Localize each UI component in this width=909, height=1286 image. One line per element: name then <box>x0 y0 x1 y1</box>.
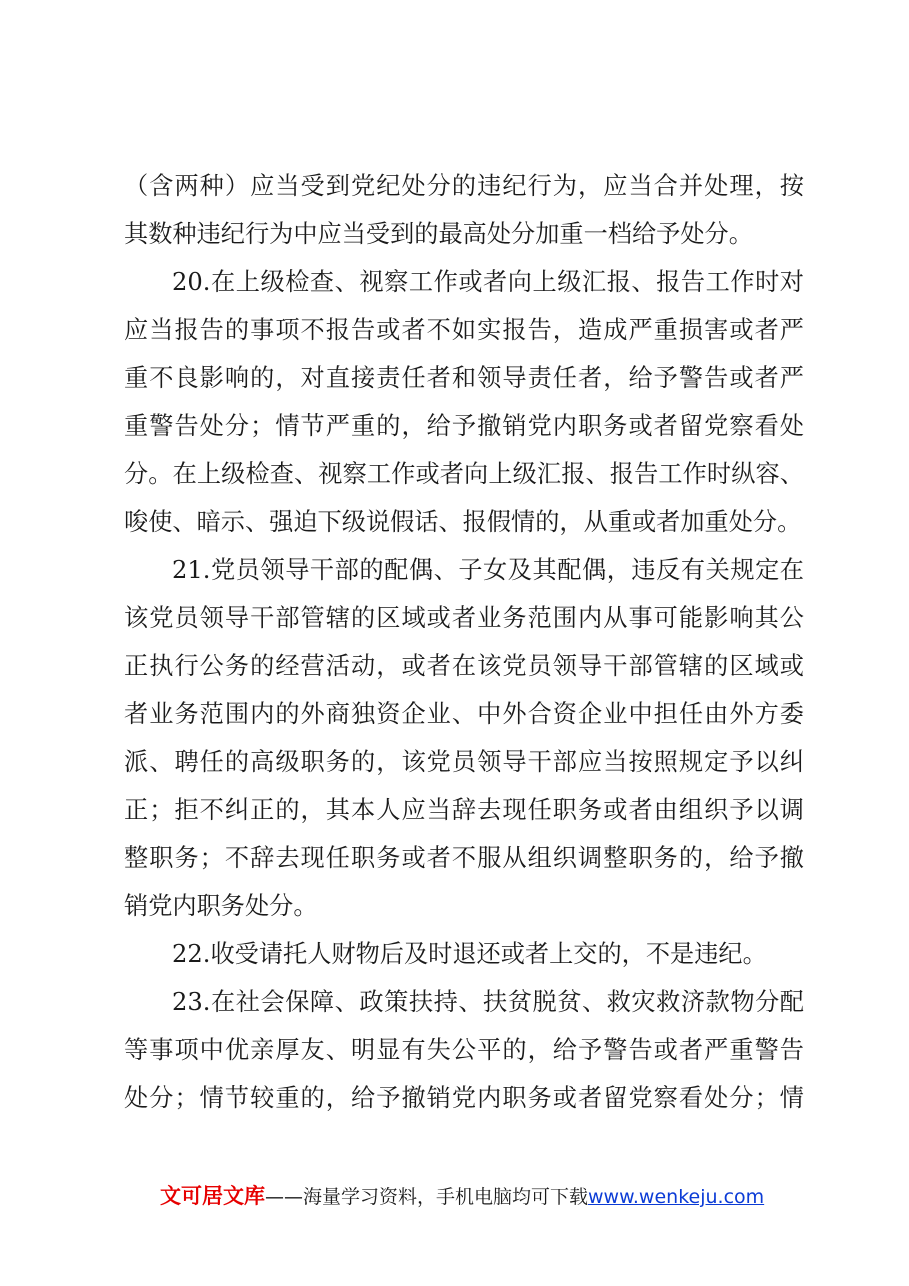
footer-url-link[interactable]: www.wenkeju.com <box>588 1186 765 1208</box>
paragraph-23-line-2: 等事项中优亲厚友、明显有失公平的，给予警告或者严重警告 <box>124 1036 804 1064</box>
paragraph-21-line-2: 该党员领导干部管辖的区域或者业务范围内从事可能影响其公 <box>124 604 804 632</box>
paragraph-21-line-8: 销党内职务处分。 <box>124 892 318 920</box>
paragraph-20-line-1: 20.在上级检查、视察工作或者向上级汇报、报告工作时对 <box>172 268 804 296</box>
text-line-1: （含两种）应当受到党纪处分的违纪行为，应当合并处理，按 <box>124 172 804 200</box>
footer-slogan: ——海量学习资料，手机电脑均可下载 <box>265 1186 589 1208</box>
paragraph-21-line-1: 21.党员领导干部的配偶、子女及其配偶，违反有关规定在 <box>172 556 804 584</box>
paragraph-21-line-5: 派、聘任的高级职务的，该党员领导干部应当按照规定予以纠 <box>124 748 804 776</box>
paragraph-20-line-4: 重警告处分；情节严重的，给予撤销党内职务或者留党察看处 <box>124 412 804 440</box>
paragraph-21-line-3: 正执行公务的经营活动，或者在该党员领导干部管辖的区域或 <box>124 652 804 680</box>
paragraph-22-line-1: 22.收受请托人财物后及时退还或者上交的，不是违纪。 <box>172 940 767 968</box>
footer-banner <box>160 1180 764 1212</box>
paragraph-21-line-6: 正；拒不纠正的，其本人应当辞去现任职务或者由组织予以调 <box>124 796 804 824</box>
paragraph-21-line-7: 整职务；不辞去现任职务或者不服从组织调整职务的，给予撤 <box>124 844 804 872</box>
paragraph-20-line-2: 应当报告的事项不报告或者不如实报告，造成严重损害或者严 <box>124 316 804 344</box>
footer-brand: 文可居文库 <box>160 1184 265 1208</box>
paragraph-23-line-3: 处分；情节较重的，给予撤销党内职务或者留党察看处分；情 <box>124 1084 804 1112</box>
paragraph-20-line-5: 分。在上级检查、视察工作或者向上级汇报、报告工作时纵容、 <box>124 460 804 488</box>
paragraph-20-line-3: 重不良影响的，对直接责任者和领导责任者，给予警告或者严 <box>124 364 804 392</box>
paragraph-23-line-1: 23.在社会保障、政策扶持、扶贫脱贫、救灾救济款物分配 <box>172 988 804 1016</box>
paragraph-21-line-4: 者业务范围内的外商独资企业、中外合资企业中担任由外方委 <box>124 700 804 728</box>
text-line-2: 其数种违纪行为中应当受到的最高处分加重一档给予处分。 <box>124 220 753 248</box>
paragraph-20-line-6: 唆使、暗示、强迫下级说假话、报假情的，从重或者加重处分。 <box>124 508 802 536</box>
